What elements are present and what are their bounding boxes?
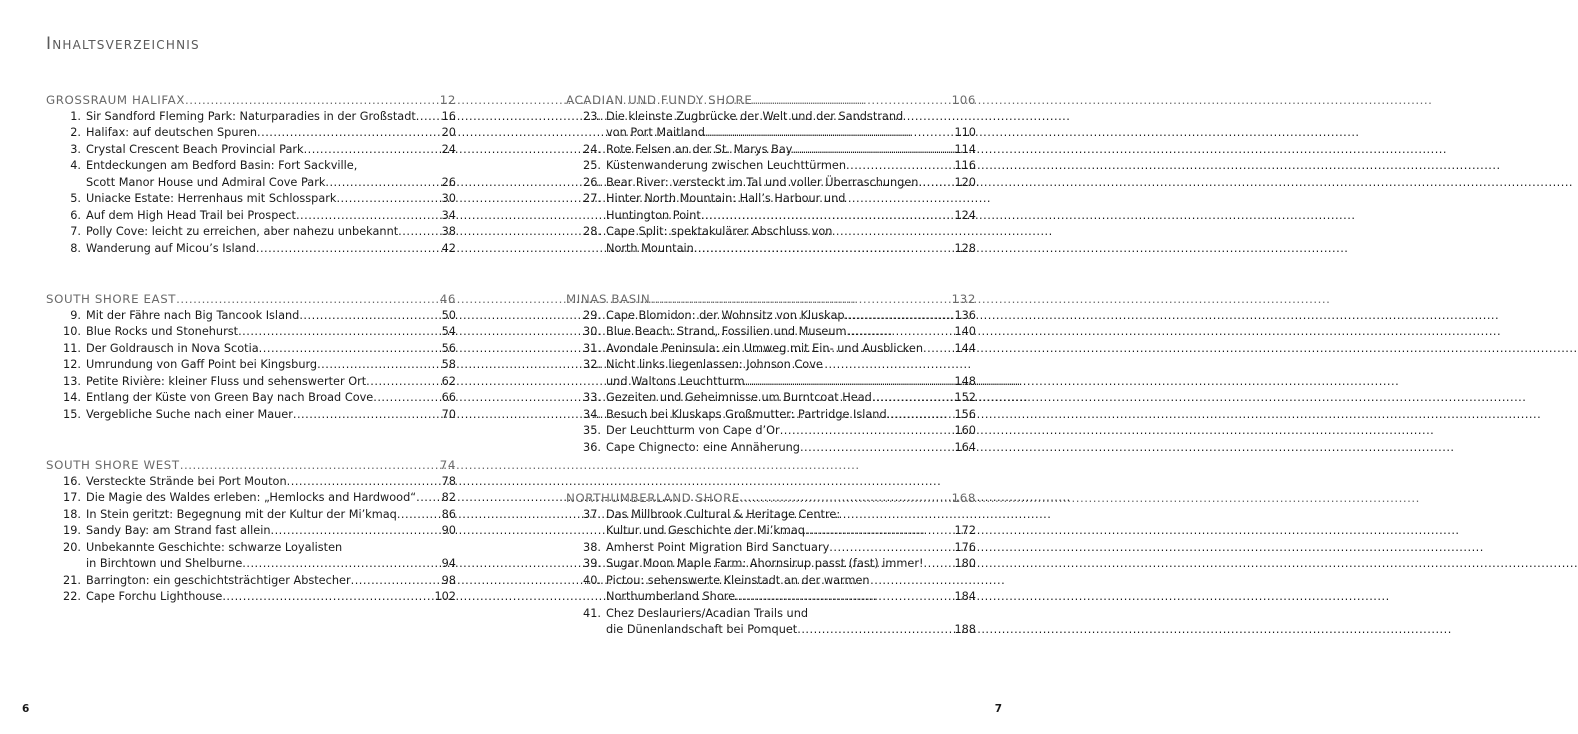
toc-entry-line: [566, 606, 976, 623]
entry-page-number: 176: [954, 540, 976, 554]
entry-title: Halifax: auf deutschen Spuren: [86, 126, 258, 139]
leader-dots: [257, 125, 440, 142]
toc-right-column: [566, 92, 976, 673]
toc-entry-line: [46, 308, 456, 325]
entry-number: 41.: [583, 606, 601, 620]
entry-page-number: 110: [954, 126, 976, 139]
toc-entry-line: [46, 490, 456, 507]
entry-page-number: 120: [954, 175, 976, 189]
entry-title: Die Magie des Waldes erleben: „Hemlocks and Hardwood“: [86, 491, 417, 504]
entry-page-number: 140: [954, 325, 976, 338]
toc-entry-line: [46, 191, 456, 208]
toc-section: [566, 490, 976, 639]
leader-dots: [180, 457, 438, 474]
entry-title: Der Leuchtturm von Cape d’Or: [606, 424, 780, 437]
entry-title: Bear River: versteckt im Tal und voller Überraschungen: [606, 175, 919, 189]
entry-number: 14.: [63, 391, 81, 404]
toc-entry-line: [46, 407, 456, 424]
toc-entry-line: [566, 125, 976, 142]
entry-title: In Stein geritzt: Begegnung mit der Kultur der Mi’kmaq: [86, 507, 397, 521]
entry-number: 24.: [583, 142, 601, 156]
leader-dots: [336, 191, 439, 208]
entry-number: 26.: [583, 175, 601, 189]
leader-dots: [176, 291, 438, 308]
page-number-left: 6: [22, 703, 30, 715]
entry-title: Wanderung auf Micou’s Island: [86, 241, 256, 255]
entry-page-number: 116: [954, 159, 976, 172]
entry-number: 7.: [70, 225, 81, 238]
entry-page-number: 50: [441, 308, 456, 322]
toc-entry-line: [46, 175, 456, 192]
section-heading: [46, 92, 456, 109]
entry-number: 30.: [583, 325, 601, 338]
entry-number: 16.: [63, 474, 81, 488]
entry-title: Cape Chignecto: eine Annäherung: [606, 440, 800, 454]
leader-dots: [304, 142, 440, 159]
toc-section: [46, 457, 456, 606]
page-title: Inhaltsverzeichnis: [46, 34, 200, 54]
entry-number: 20.: [63, 540, 81, 554]
entry-number: 29.: [583, 308, 601, 322]
toc-entry-line: [566, 374, 976, 391]
entry-page-number: 30: [441, 192, 456, 205]
entry-page-number: 180: [954, 557, 976, 570]
entry-title: von Port Maitland: [606, 126, 705, 139]
entry-title: die Dünenlandschaft bei Pomquet: [606, 623, 798, 636]
entry-title: Auf dem High Head Trail bei Prospect: [86, 208, 296, 222]
toc-section: [566, 92, 976, 257]
leader-dots: [242, 556, 439, 573]
entry-number: 23.: [583, 109, 601, 123]
entry-number: 1.: [70, 109, 81, 123]
toc-entry-line: [46, 324, 456, 341]
entry-title: Cape Split: spektakulärer Abschluss von: [606, 225, 833, 238]
leader-dots: [847, 324, 953, 341]
leader-dots: [701, 208, 953, 225]
toc-section: [566, 291, 976, 456]
entry-title: Mit der Fähre nach Big Tancook Island: [86, 308, 300, 322]
toc-entry-line: [566, 324, 976, 341]
toc-entry-line: [566, 407, 976, 424]
entry-title: Umrundung von Gaff Point bei Kingsburg: [86, 358, 318, 371]
toc-entry-line: [566, 622, 976, 639]
toc-entry-line: [566, 341, 976, 358]
leader-dots: [846, 158, 952, 175]
section-page-number: 12: [439, 93, 456, 107]
leader-dots: [780, 423, 953, 440]
entry-number: 22.: [63, 590, 81, 603]
toc-entry-line: [566, 589, 976, 606]
entry-title: Pictou: sehenswerte Kleinstadt an der warmen: [606, 573, 870, 587]
section-page-number: 106: [951, 93, 976, 107]
entry-title: Sandy Bay: am Strand fast allein: [86, 524, 271, 537]
toc-entry-line: [46, 523, 456, 540]
entry-number: 4.: [70, 159, 81, 172]
entry-number: 19.: [63, 524, 81, 537]
entry-number: 13.: [63, 374, 81, 388]
leader-dots: [800, 440, 952, 457]
entry-title: North Mountain: [606, 241, 694, 255]
entry-page-number: 38: [441, 225, 456, 238]
entry-title: Huntington Point: [606, 208, 701, 222]
section-heading: [566, 490, 976, 507]
entry-number: 36.: [583, 440, 601, 454]
entry-number: 32.: [583, 358, 601, 371]
entry-page-number: 20: [441, 126, 456, 139]
entry-title: Cape Forchu Lighthouse: [86, 590, 223, 603]
leader-dots: [924, 556, 953, 573]
entry-title: Vergebliche Suche nach einer Mauer: [86, 407, 293, 421]
entry-number: 6.: [70, 208, 81, 222]
entry-page-number: 70: [441, 407, 456, 421]
entry-number: 38.: [583, 540, 601, 554]
entry-number: 21.: [63, 573, 81, 587]
leader-dots: [222, 589, 432, 606]
leader-dots: [705, 125, 952, 142]
leader-dots: [918, 175, 952, 192]
leader-dots: [373, 390, 439, 407]
toc-entry-line: [46, 589, 456, 606]
toc-entry-line: [46, 540, 456, 557]
entry-page-number: 78: [441, 474, 456, 488]
entry-number: 10.: [63, 325, 81, 338]
entry-page-number: 34: [441, 208, 456, 222]
entry-number: 12.: [63, 358, 81, 371]
leader-dots: [740, 490, 950, 507]
section-heading: [566, 291, 976, 308]
entry-title: Polly Cove: leicht zu erreichen, aber nahezu unbekannt: [86, 225, 399, 238]
entry-title: Scott Manor House und Admiral Cove Park: [86, 175, 326, 189]
entry-number: 27.: [583, 192, 601, 205]
leader-dots: [351, 573, 440, 590]
leader-dots: [887, 407, 953, 424]
entry-title: Crystal Crescent Beach Provincial Park: [86, 142, 304, 156]
toc-entry-line: [46, 374, 456, 391]
leader-dots: [416, 109, 440, 126]
entry-title: in Birchtown und Shelburne: [86, 557, 243, 570]
entry-title: und Waltons Leuchtturm: [606, 374, 745, 388]
entry-page-number: 128: [954, 241, 976, 255]
section-page-number: 74: [439, 458, 456, 472]
toc-entry-line: [566, 573, 976, 590]
entry-title: Entlang der Küste von Green Bay nach Broad Cove: [86, 391, 374, 404]
toc-entry-line: [46, 208, 456, 225]
entry-number: 8.: [70, 241, 81, 255]
toc-entry-line: [566, 224, 976, 241]
leader-dots: [397, 507, 440, 524]
entry-page-number: 54: [441, 325, 456, 338]
entry-title: Das Millbrook Cultural & Heritage Centre:: [606, 507, 841, 521]
toc-entry-line: [46, 556, 456, 573]
entry-page-number: 98: [441, 573, 456, 587]
entry-number: 39.: [583, 557, 601, 570]
leader-dots: [745, 374, 953, 391]
entry-number: 34.: [583, 407, 601, 421]
toc-entry-line: [566, 440, 976, 457]
toc-entry-line: [46, 573, 456, 590]
section-heading-title: GROSSRAUM HALIFAX: [46, 93, 185, 107]
toc-entry-line: [566, 241, 976, 258]
entry-title: Küstenwanderung zwischen Leuchttürmen: [606, 159, 847, 172]
toc-entry-line: [46, 507, 456, 524]
entry-page-number: 62: [441, 374, 456, 388]
toc-left-column: [46, 92, 456, 640]
entry-page-number: 124: [954, 208, 976, 222]
entry-title: Petite Rivière: kleiner Fluss und sehenswerter Ort: [86, 374, 367, 388]
entry-page-number: 26: [441, 175, 456, 189]
leader-dots: [366, 374, 439, 391]
entry-title: Avondale Peninsula: ein Umweg mit Ein- und Ausblicken: [606, 341, 924, 355]
leader-dots: [805, 523, 952, 540]
leader-dots: [299, 308, 439, 325]
toc-entry-line: [566, 556, 976, 573]
entry-title: Rote Felsen an der St. Marys Bay: [606, 142, 793, 156]
entry-page-number: 102: [434, 590, 456, 603]
entry-page-number: 136: [954, 308, 976, 322]
section-heading-title: ACADIAN UND FUNDY SHORE: [566, 93, 753, 107]
entry-number: 18.: [63, 507, 81, 521]
entry-page-number: 16: [441, 109, 456, 123]
leader-dots: [293, 407, 440, 424]
leader-dots: [872, 390, 953, 407]
entry-title: Hinter North Mountain: Hall’s Harbour und: [606, 192, 846, 205]
toc-section: [46, 291, 456, 423]
toc-entry-line: [46, 109, 456, 126]
leader-dots: [317, 357, 440, 374]
leader-dots: [271, 523, 440, 540]
toc-entry-line: [566, 507, 976, 524]
entry-title: Blue Rocks und Stonehurst: [86, 325, 239, 338]
toc-entry-line: [566, 208, 976, 225]
leader-dots: [287, 474, 440, 491]
entry-title: Besuch bei Kluskaps Großmutter: Partridge Island: [606, 407, 887, 421]
page-number-right: 7: [994, 703, 1002, 715]
toc-entry-line: [566, 308, 976, 325]
leader-dots: [845, 308, 953, 325]
leader-dots: [694, 241, 953, 258]
leader-dots: [259, 341, 440, 358]
toc-entry-line: [566, 390, 976, 407]
leader-dots: [650, 291, 949, 308]
entry-number: 15.: [63, 407, 81, 421]
entry-page-number: 42: [441, 241, 456, 255]
entry-title: Kultur und Geschichte der Mi’kmaq: [606, 524, 805, 537]
entry-title: Sugar Moon Maple Farm: Ahornsirup passt (fast) immer!: [606, 557, 924, 570]
entry-title: Sir Sandford Fleming Park: Naturparadies in der Großstadt: [86, 109, 416, 123]
entry-number: 33.: [583, 391, 601, 404]
toc-entry-line: [566, 142, 976, 159]
section-page-number: 132: [951, 292, 976, 306]
toc-entry-line: [566, 523, 976, 540]
leader-dots: [185, 92, 438, 109]
section-page-number: 168: [951, 491, 976, 505]
entry-page-number: 114: [954, 142, 976, 156]
entry-number: 9.: [70, 308, 81, 322]
entry-title: Uniacke Estate: Herrenhaus mit Schlosspark: [86, 192, 337, 205]
leader-dots: [256, 241, 440, 258]
section-heading: [46, 457, 456, 474]
section-page-number: 46: [439, 292, 456, 306]
toc-section: [46, 92, 456, 257]
toc-entry-line: [566, 175, 976, 192]
entry-number: 40.: [583, 573, 601, 587]
entry-number: 28.: [583, 225, 601, 238]
entry-title: Northumberland Shore: [606, 590, 736, 603]
entry-page-number: 58: [441, 358, 456, 371]
entry-number: 5.: [70, 192, 81, 205]
toc-entry-line: [46, 474, 456, 491]
entry-number: 31.: [583, 341, 601, 355]
entry-title: Gezeiten und Geheimnisse um Burntcoat Head: [606, 391, 872, 404]
entry-title: Amherst Point Migration Bird Sanctuary: [606, 540, 830, 554]
entry-title: Entdeckungen am Bedford Basin: Fort Sackville,: [86, 159, 358, 172]
section-heading-title: SOUTH SHORE WEST: [46, 458, 180, 472]
entry-page-number: 156: [954, 407, 976, 421]
entry-title: Chez Deslauriers/Acadian Trails und: [606, 606, 809, 620]
entry-number: 37.: [583, 507, 601, 521]
entry-page-number: 144: [954, 341, 976, 355]
leader-dots: [923, 341, 952, 358]
toc-entry-line: [46, 158, 456, 175]
entry-number: 11.: [63, 341, 81, 355]
entry-page-number: 148: [954, 374, 976, 388]
toc-entry-line: [566, 109, 976, 126]
entry-page-number: 94: [441, 557, 456, 570]
leader-dots: [829, 540, 952, 557]
leader-dots: [792, 142, 952, 159]
entry-page-number: 82: [441, 491, 456, 504]
leader-dots: [398, 224, 439, 241]
toc-entry-line: [566, 423, 976, 440]
entry-page-number: 86: [441, 507, 456, 521]
entry-page-number: 24: [441, 142, 456, 156]
leader-dots: [296, 208, 440, 225]
entry-title: Die kleinste Zugbrücke der Welt und der Sandstrand: [606, 109, 904, 123]
entry-number: 35.: [583, 424, 601, 437]
section-heading: [46, 291, 456, 308]
entry-page-number: 152: [954, 391, 976, 404]
entry-page-number: 188: [954, 623, 976, 636]
toc-entry-line: [566, 191, 976, 208]
leader-dots: [325, 175, 439, 192]
leader-dots: [797, 622, 952, 639]
entry-page-number: 90: [441, 524, 456, 537]
entry-number: 2.: [70, 126, 81, 139]
entry-title: Barrington: ein geschichtsträchtiger Abstecher: [86, 573, 351, 587]
entry-page-number: 172: [954, 524, 976, 537]
entry-number: 17.: [63, 491, 81, 504]
leader-dots: [238, 324, 440, 341]
entry-title: Blue Beach: Strand, Fossilien und Museum: [606, 325, 847, 338]
entry-page-number: 160: [954, 424, 976, 437]
leader-dots: [735, 589, 952, 606]
section-heading-title: NORTHUMBERLAND SHORE: [566, 491, 740, 505]
section-heading-title: SOUTH SHORE EAST: [46, 292, 177, 306]
toc-entry-line: [46, 125, 456, 142]
toc-entry-line: [566, 540, 976, 557]
entry-number: 25.: [583, 159, 601, 172]
toc-entry-line: [46, 142, 456, 159]
entry-page-number: 66: [441, 391, 456, 404]
toc-entry-line: [46, 341, 456, 358]
leader-dots: [416, 490, 440, 507]
entry-page-number: 184: [954, 590, 976, 603]
entry-title: Versteckte Strände bei Port Mouton: [86, 474, 287, 488]
toc-entry-line: [566, 158, 976, 175]
entry-title: Nicht links liegenlassen: Johnson Cove: [606, 358, 823, 371]
toc-entry-line: [46, 357, 456, 374]
entry-page-number: 56: [441, 341, 456, 355]
entry-title: Cape Blomidon: der Wohnsitz von Kluskap: [606, 308, 845, 322]
toc-entry-line: [46, 224, 456, 241]
leader-dots: [752, 92, 949, 109]
entry-number: 3.: [70, 142, 81, 156]
toc-entry-line: [566, 357, 976, 374]
toc-entry-line: [46, 390, 456, 407]
section-heading-title: MINAS BASIN: [566, 292, 651, 306]
entry-title: Unbekannte Geschichte: schwarze Loyalisten: [86, 540, 343, 554]
entry-title: Der Goldrausch in Nova Scotia: [86, 341, 259, 355]
section-heading: [566, 92, 976, 109]
toc-entry-line: [46, 241, 456, 258]
entry-page-number: 164: [954, 440, 976, 454]
